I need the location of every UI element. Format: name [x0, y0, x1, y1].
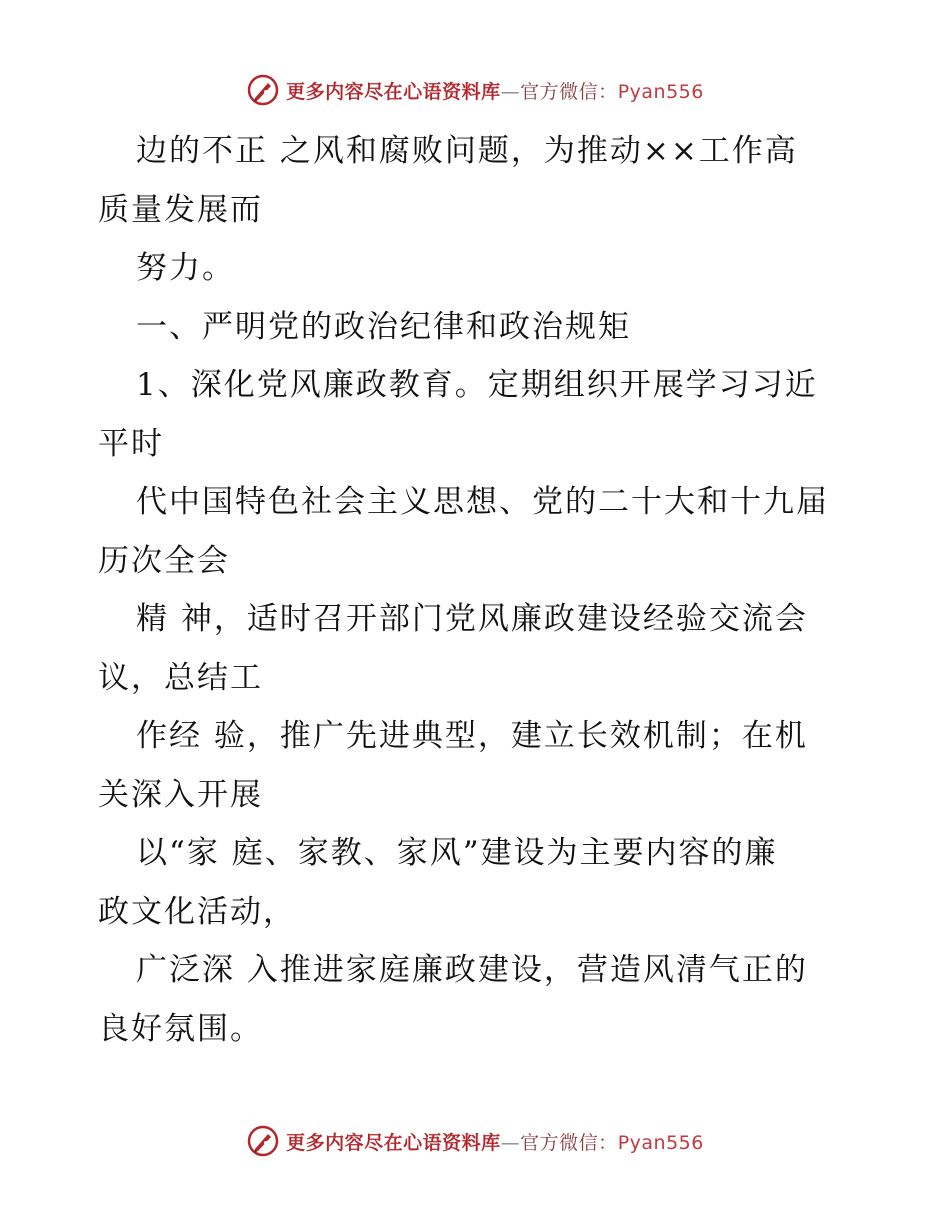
paragraph-line: 代中国特色社会主义思想、党的二十大和十九届 — [136, 484, 829, 520]
paragraph-line: 平时 — [98, 425, 164, 462]
paragraph-line: 议，总结工 — [98, 659, 263, 696]
paragraph-line: 1、深化党风廉政教育。定期组织开展学习习近 — [136, 367, 818, 403]
paragraph-line: 广泛深 入推进家庭廉政建设，营造风清气正的 — [136, 952, 808, 988]
paragraph-line: 质量发展而 — [98, 191, 263, 228]
pen-logo-icon — [246, 1124, 280, 1158]
paragraph-line: 边的不正 之风和腐败问题，为推动××工作高 — [136, 133, 798, 169]
banner-text: 更多内容尽在心语资料库—官方微信：Pyan556 — [286, 80, 704, 103]
document-body — [98, 122, 858, 1058]
paragraph-line: 努力。 — [136, 250, 235, 286]
paragraph-line: 政文化活动， — [98, 893, 296, 930]
header-banner — [0, 70, 950, 110]
paragraph-line: 精 神，适时召开部门党风廉政建设经验交流会 — [136, 601, 808, 637]
paragraph-line: 作经 验，推广先进典型，建立长效机制；在机 — [136, 718, 808, 754]
paragraph-line: 以“家 庭、家教、家风”建设为主要内容的廉 — [136, 835, 778, 871]
pen-logo-icon — [246, 73, 280, 107]
paragraph-line: 历次全会 — [98, 542, 230, 579]
banner-text: 更多内容尽在心语资料库—官方微信：Pyan556 — [286, 1131, 704, 1154]
paragraph-line: 良好氛围。 — [98, 1010, 263, 1047]
paragraph-line: 关深入开展 — [98, 776, 263, 813]
section-heading: 一、严明党的政治纪律和政治规矩 — [136, 308, 631, 345]
footer-banner — [0, 1121, 950, 1161]
